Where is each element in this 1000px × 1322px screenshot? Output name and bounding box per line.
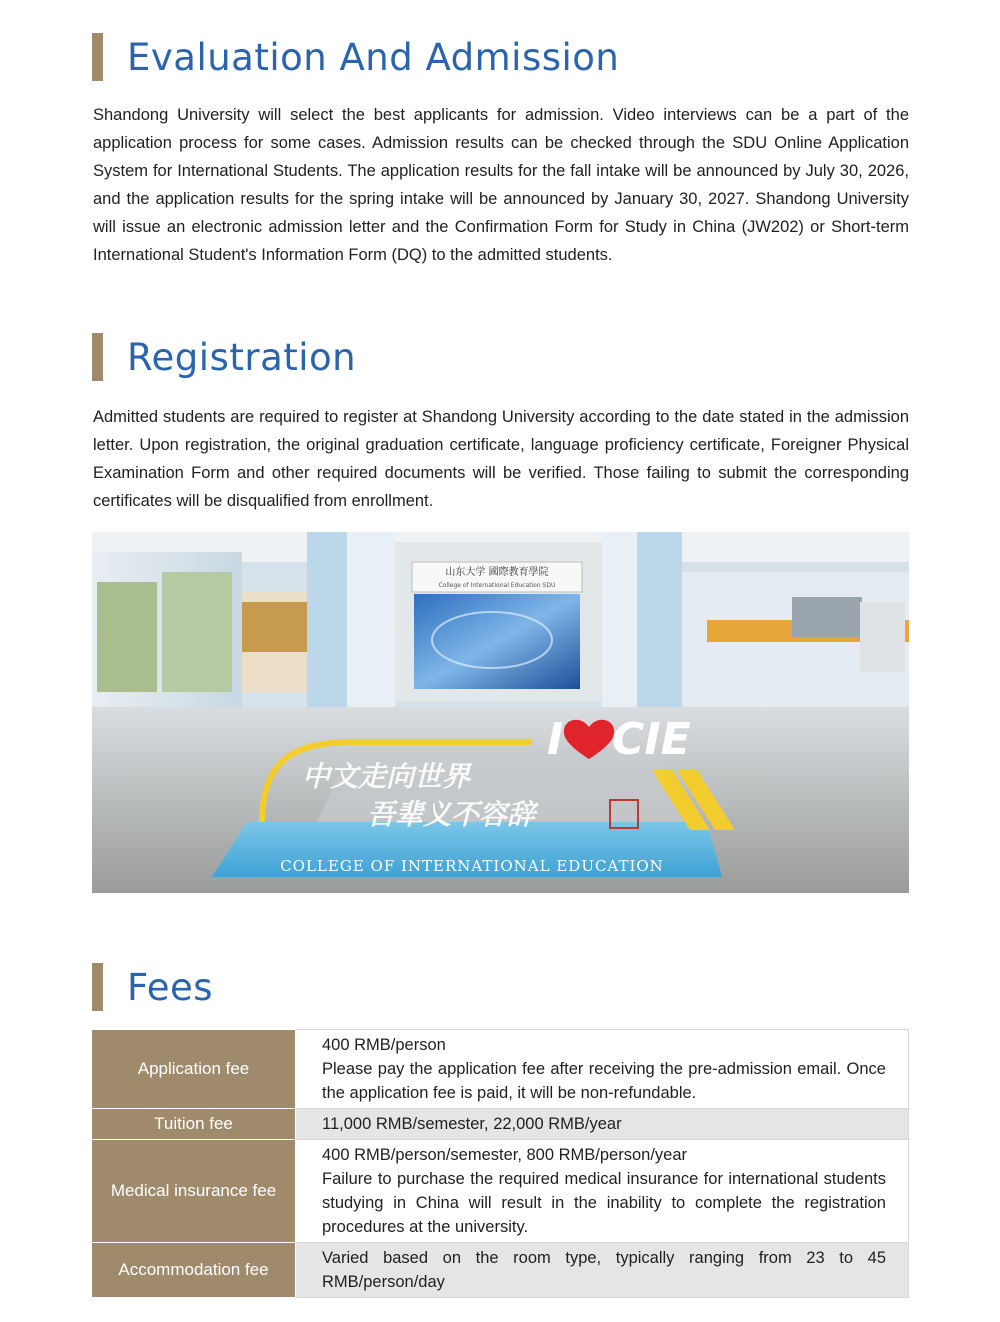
fee-line: 400 RMB/person: [322, 1036, 446, 1054]
sign-en-text: College of International Education SDU: [438, 582, 556, 589]
fee-label: Accommodation fee: [92, 1243, 296, 1298]
heading-title: Evaluation And Admission: [127, 35, 620, 79]
heading-accent-bar: [92, 333, 103, 381]
stand-base-text: COLLEGE OF INTERNATIONAL EDUCATION: [280, 857, 664, 875]
table-row: [92, 1140, 909, 1243]
fee-value: [296, 1109, 909, 1140]
fee-label: Tuition fee: [92, 1109, 296, 1140]
table-row: [92, 1109, 909, 1140]
fee-line: Varied based on the room type, typically ranging from 23 to 45 RMB/person/day: [322, 1249, 886, 1291]
registration-paragraph: Admitted students are required to register at Shandong University according to the date stated in the admission letter. Upon registration, the original graduation certificate, language proficiency certificate, Foreigner Physical Examination Form and other required documents will be verified. Those failing to submit the corresponding certificates will be disqualified from enrollment.: [93, 408, 909, 510]
i-text: I: [547, 714, 564, 765]
fee-line: Please pay the application fee after receiving the pre-admission email. Once the application fee is paid, it will be non-refundable.: [322, 1060, 886, 1102]
table-row: [92, 1030, 909, 1109]
slogan-line1: 中文走向世界: [302, 760, 471, 793]
fees-table: [91, 1029, 909, 1298]
heading-title: Registration: [127, 335, 357, 379]
fee-line: 400 RMB/person/semester, 800 RMB/person/year: [322, 1146, 688, 1164]
lobby-photo: [92, 532, 909, 893]
section-heading-fees: [92, 963, 213, 1011]
table-row: [92, 1243, 909, 1298]
cie-text: CIE: [612, 714, 691, 765]
fee-label: Medical insurance fee: [92, 1140, 296, 1243]
fee-line: 11,000 RMB/semester, 22,000 RMB/year: [322, 1115, 622, 1133]
heading-accent-bar: [92, 33, 103, 81]
heading-accent-bar: [92, 963, 103, 1011]
section-heading-evaluation: [92, 33, 619, 81]
heading-title: Fees: [127, 965, 214, 1009]
section-heading-registration: [92, 333, 356, 381]
fee-label: Application fee: [92, 1030, 296, 1109]
slogan-line2: 吾辈义不容辞: [367, 798, 536, 831]
fee-value: [296, 1140, 909, 1243]
fee-line: Failure to purchase the required medical insurance for international students studying in China will result in the inability to complete the registration procedures at the university.: [322, 1170, 886, 1236]
fee-value: [296, 1030, 909, 1109]
sign-cn-text: 山东大学 國際教育學院: [445, 567, 549, 578]
fee-value: [296, 1243, 909, 1298]
evaluation-paragraph: Shandong University will select the best applicants for admission. Video interviews can be a part of the application process for some cases. Admission results can be checked through the SDU Online Application System for International Students. The application results for the fall intake will be announced by July 30, 2026, and the application results for the spring intake will be announced by January 30, 2027. Shandong University will issue an electronic admission letter and the Confirmation Form for Study in China (JW202) or Short-term International Student's Information Form (DQ) to the admitted students.: [93, 106, 909, 264]
